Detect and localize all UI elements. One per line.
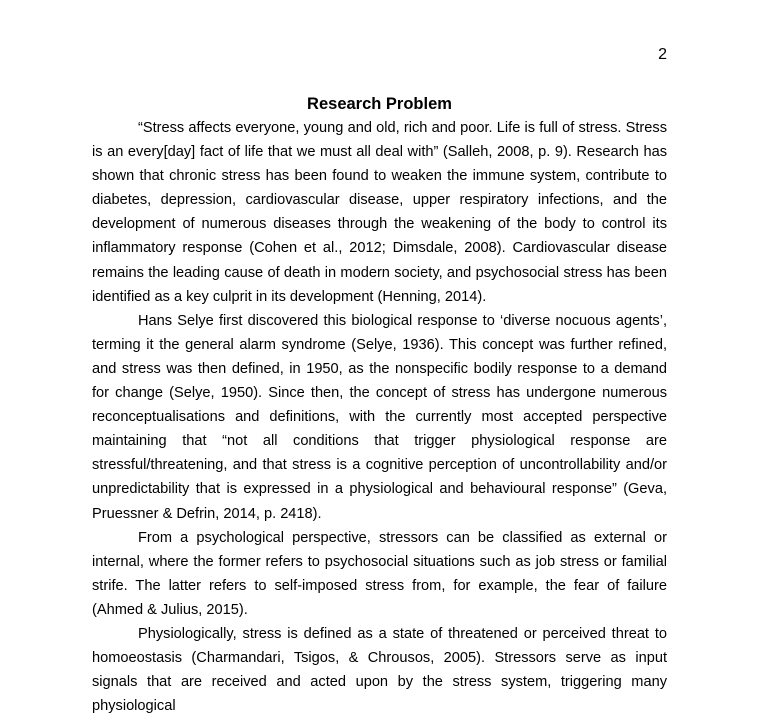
paragraph-1: “Stress affects everyone, young and old, rich and poor. Life is full of stress. Stress is an every[day] fact of life that we must all deal with” (Salleh, 2008, p. 9). Research has shown that chronic stress has been found to weaken the immune system, contribute to diabetes, depression, cardiovascular disease, upper respiratory infections, and the development of numerous diseases through the weakening of the body to control its inflammatory response (Cohen et al., 2012; Dimsdale, 2008). Cardiovascular disease remains the leading cause of death in modern society, and psychosocial stress has been identified as a key culprit in its development (Henning, 2014). — [92, 120, 667, 305]
page-number: 2 — [658, 46, 667, 63]
paragraph-2: Hans Selye first discovered this biological response to ‘diverse nocuous agents’, terming it the general alarm syndrome (Selye, 1936). This concept was further refined, and stress was then defined, in 1950, as the nonspecific bodily response to a demand for change (Selye, 1950). Since then, the concept of stress has undergone numerous reconceptualisations and definitions, with the currently most accepted perspective maintaining that “not all conditions that trigger physiological response are stressful/threatening, and that stress is a cognitive perception of uncontrollability and/or unpredictability that is expressed in a physiological and behavioural response” (Geva, Pruessner & Defrin, 2014, p. 2418). — [92, 312, 667, 522]
paragraph-3: From a psychological perspective, stressors can be classified as external or internal, where the former refers to psychosocial situations such as job stress or familial strife. The latter refers to self-imposed stress from, for example, the fear of failure (Ahmed & Julius, 2015). — [92, 529, 667, 618]
section-title: Research Problem — [307, 95, 452, 113]
paragraph-4: Physiologically, stress is defined as a state of threatened or perceived threat to homoeostasis (Charmandari, Tsigos, & Chrousos, 2005). Stressors serve as input signals that are received and acted upon by the stress system, triggering many physiological — [92, 625, 667, 715]
document-body — [92, 92, 667, 718]
